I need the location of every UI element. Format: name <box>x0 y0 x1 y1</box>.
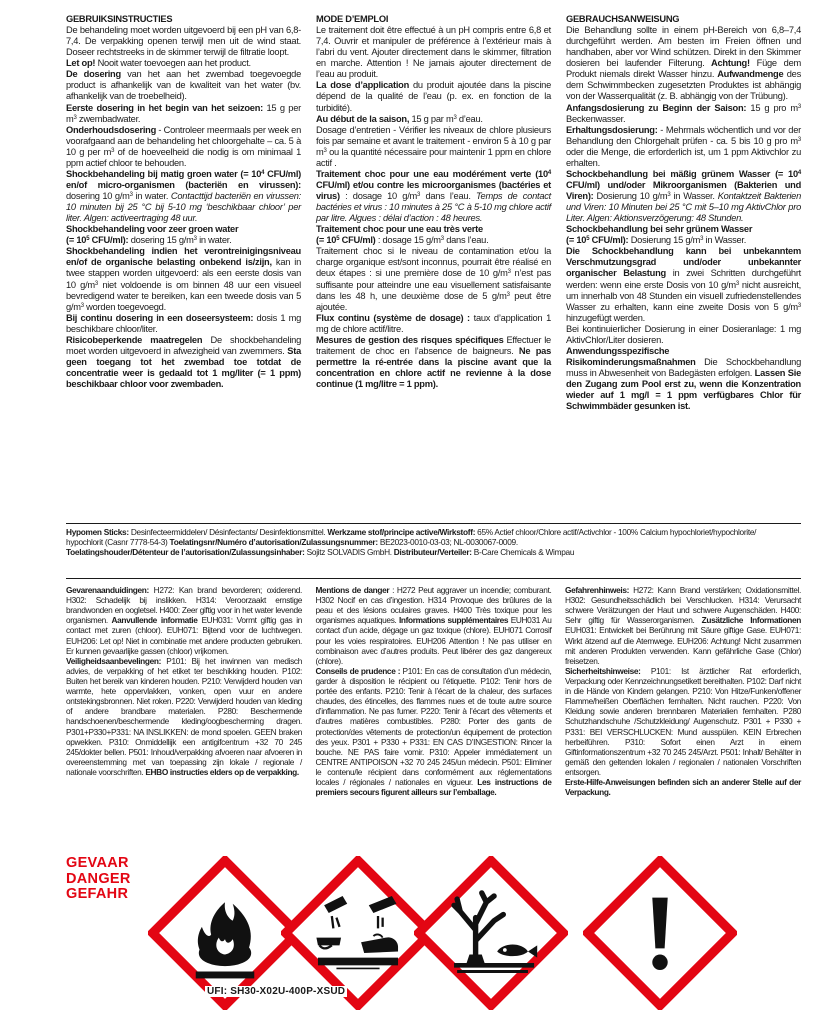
divider-top <box>66 523 801 524</box>
instructions-fr <box>316 14 551 412</box>
signal-word-fr: DANGER <box>66 870 131 887</box>
nl-p7: Shockbehandeling voor zeer groen water (= $10^5$ CFU/ml): dosering 15 $g/m^3$ in water. <box>66 224 239 246</box>
fr-p6: Traitement choc pour une eau très verte (= $10^5$ CFU/ml) : dosage 15 $g/m^3$ dans l’eau. <box>316 224 489 246</box>
hazard-fr: Mentions de danger : H272 Peut aggraver un incendie; comburant. H302 Nocif en cas d’ingestion. H314 Provoque des brûlures de la peau et des lésions oculaires graves. H400 Très toxique pour les organismes aquatiques. Informations supplémentaires EUH031 Au contact d’un acide, dégage un gaz toxique (chlore). EUH071 Corrosif pour les voies respiratoires. EUH206 Attention ! Ne pas utiliser en combinaison avec d’autres produits. Peut libérer des gaz dangereux (chlore). Conseils de prudence : P101: En cas de consultation d’un médecin, garder à disposition le récipient ou l’étiquette. P102: Tenir hors de portée des enfants. P210: Tenir à l’écart de la chaleur, des surfaces chaudes, des étincelles, des flammes nues et de toute autre source d’inflammation. Ne pas fumer. P220: Tenir à l’écart des vêtements et d’autres matières combustibles. P280: Porter des gants de protection/des vêtements de protection/un équipement de protection des yeux. P301 + P330 + P331: EN CAS D’INGESTION: Rincer la bouche. NE PAS faire vomir. P310: Appeler immédiatement un CENTRE ANTIPOISON +32 70 245 245/un médecin. P501: Eliminer le contenu/le récipient dans conformément aux réglementations locales / régionales / nationales en vigueur. Les instructions de premiers secours figurent ailleurs sur l’emballage. <box>315 585 552 798</box>
instructions-columns <box>66 14 801 412</box>
nl-p8: Shockbehandeling indien het verontreinigingsniveau en/of de organische belasting onbekend is/zijn, kan in twee stappen worden uitgevoerd: als een eerste dosis van 10 $g/m^3$ niet voldoende is om binnen 48 uur een visueel bevredigend water te bereiken, kan een tweede dosis van 5 $g/m^3$ worden toegevoegd. <box>66 246 302 312</box>
fr-p1: Le traitement doit être effectué à un pH compris entre 6,8 et 7,4. Ouvrir et manipuler de préférence à l’extérieur mais à l’abri du vent. Ajouter directement dans le skimmer, filtration en marche. Attention ! Ne jamais ajouter directement de l’eau au produit. <box>316 25 551 80</box>
instructions-de <box>566 14 801 412</box>
de-p7: Bei kontinuierlicher Dosierung in einer Dosieranlage: 1 mg AktivChlor/Liter dosieren. <box>566 323 801 345</box>
de-p6: Die Schockbehandlung kann bei unbekanntem Verschmutzungsgrad und/oder unbekannter organischer Belastung in zwei Schritten durchgeführt werden: wenn eine erste Dosis von 10 $g/m^3$ nicht ausreicht, um innerhalb von 48 Stunden ein visuell zufriedenstellendes Wasser zu erhalten, kann eine zweite Dosis von 5 $g/m^3$ hinzugefügt werden. <box>566 246 801 323</box>
nl-p2: Let op! Nooit water toevoegen aan het product. <box>66 58 251 69</box>
de-p4: Schockbehandlung bei mäßig grünem Wasser (= $10^4$ CFU/ml) und/oder Mikroorganismen (Bakterien und Viren): Dosierung 10 $g/m^3$ in Wasser. Kontaktzeit Bakterien und Viren: 10 Minuten bei 25 °C mit 5–10 mg AktivChlor pro Liter. Algen: Aktionsverzögerung: 48 Stunden. <box>566 168 802 224</box>
fr-p7: Traitement choc si le niveau de contamination et/ou la charge organique est/sont inconnus, pourrait être réalisé en deux étapes : si une première dose de 10 $g/m^3$ n’est pas suffisante pour atteindre une eau visuellement satisfaisante dans les 48 h, une deuxième dose de 5 $g/m^3$ peut être ajoutée. <box>316 246 552 312</box>
nl-p6: Shockbehandeling bij matig groen water (= $10^4$ CFU/ml) en/of micro-organismen (bacteriën en virussen): dosering 10 $g/m^3$ in water. Contacttijd bacteriën en virussen: 10 minuten bij 25 °C bij 5-10 mg ‘beschikbaar chloor’ per liter. Algen: activeertraging 48 uur. <box>66 168 301 224</box>
de-p8: Anwendungsspezifische Risikominderungsmaßnahmen Die Schockbehandlung muss in Abwesenheit von Badegästen erfolgen. Lassen Sie den Zugang zum Pool erst zu, wenn die Konzentration wieder auf 1 mg/l = 1 ppm verfügbares Chlor für Schwimmbäder gesunken ist. <box>566 345 801 412</box>
ufi-code: UFI: SH30-X02U-400P-XSUD <box>207 986 346 997</box>
de-p1: Die Behandlung sollte in einem pH-Bereich von 6,8–7,4 durchgeführt werden. Am besten im Freien öffnen und handhaben, aber vor Wind schützen. Direkt in den Skimmer dosieren bei laufender Filterung. Achtung! Füge dem Produkt niemals direkt Wasser hinzu. Aufwandmenge des dem Schwimmbecken zugesetzten Produktes ist abhängig von der Wasserqualität (z. B. abhängig von der Trübung). <box>566 25 802 102</box>
nl-p1: De behandeling moet worden uitgevoerd bij een pH van 6,8-7,4. De verpakking openen terwijl men uit de wind staat. Doseer rechtstreeks in de skimmer terwijl de filtratie loopt. <box>66 25 301 58</box>
divider-bottom <box>66 578 801 579</box>
hazard-nl: Gevarenaanduidingen: H272: Kan brand bevorderen; oxiderend. H302: Schadelijk bij inslikken. H314: Veroorzaakt ernstige brandwonden en oogletsel. H400: Zeer giftig voor in het water levende organismen. Aanvullende informatie EUH031: Vormt giftig gas in contact met zuren (chloor). EUH071: Bijtend voor de luchtwegen. EUH206: Let op! Niet in combinatie met andere producten gebruiken. Er kunnen gevaarlijke gassen (chloor) vrijkomen. Veiligheidsaanbevelingen: P101: Bij het inwinnen van medisch advies, de verpakking of het etiket ter beschikking houden. P102: Buiten het bereik van kinderen houden. P210: Verwijderd houden van warmte, hete oppervlakken, vonken, open vuur en andere ontstekingsbronnen. Niet roken. P220: Verwijderd houden van kleding of andere brandbare materialen. P280: Beschermende handschoenen/beschermende kleding/oogbescherming dragen. P301+P330+P331: NA INSLIKKEN: de mond spoelen. GEEN braken opwekken. P310: Onmiddellijk een antigifcentrum +32 70 245 245/dokter bellen. P501: Inhoud/verpakking afvoeren naar afvoeren in overeenstemming met van toepassing zijn lokale / regionale / nationale voorschriften. EHBO instructies elders op de verpakking. <box>66 585 302 777</box>
de-p5: Schockbehandlung bei sehr grünem Wasser (= $10^5$ CFU/ml): Dosierung 15 $g/m^3$ in Wasser. <box>566 224 753 246</box>
fr-p3: Au début de la saison, 15 g par $m^3$ d’eau. <box>316 113 483 124</box>
nl-p4: Eerste dosering in het begin van het seizoen: 15 g per $m^3$ zwembadwater. <box>66 102 301 124</box>
product-line-3: Toelatingshouder/Détenteur de l’autorisation/Zulassungsinhaber: Sojitz SOLVADIS GmbH. Distributeur/Verteiler: B-Care Chemicals & Wimpau <box>66 546 575 557</box>
fr-p4: Dosage d’entretien - Vérifier les niveaux de chlore plusieurs fois par semaine et avant le traitement - environ 5 à 10 g par $m^3$ ou la quantité nécessaire pour maintenir 1 ppm en chlore actif . <box>316 124 551 168</box>
fr-p8: Flux continu (système de dosage) : taux d’application 1 mg de chlore actif/litre. <box>316 312 551 334</box>
hazard-de: Gefahrenhinweis: H272: Kann Brand verstärken; Oxidationsmittel. H302: Gesundheitsschädlich bei Verschlucken. H314: Verursacht schwere Verätzungen der Haut und schwere Augenschäden. H400: Sehr giftig für Wasserorganismen. Zusätzliche Informationen EUH031: Entwickelt bei Berührung mit Säure giftige Gase. EUH071: Wirkt ätzend auf die Atemwege. EUH206: Achtung! Nicht zusammen mit anderen Produkten verwenden. Kann gefährliche Gase (Chlor) freisetzen. Sicherheitshinweise: P101: Ist ärztlicher Rat erforderlich, Verpackung oder Kennzeichnungsetikett bereithalten. P102: Darf nicht in die Hände von Kindern gelangen. P210: Von Hitze/Funken/offener Flamme/heißen Oberflächen fernhalten. Nicht rauchen. P220: Von Kleidung sowie anderen brennbaren Materialien fernhalten. P280 Schutzhandschuhe /Schutzkleidung/ Augenschutz. P301 + P330 + P331: BEI VERSCHLUCKEN: Mund ausspülen. KEIN Erbrechen herbeiführen. P310: Sofort einen Arzt in einem Giftinformationszentrum +32 70 245 245/Arzt. P501: Inhalt/ Behälter in gemäß den geltenden lokalen / regionalen / nationalen Vorschriften entsorgen. Erste-Hilfe-Anweisungen befinden sich an anderer Stelle auf der Verpackung. <box>565 585 801 798</box>
de-p3: Erhaltungsdosierung: - Mehrmals wöchentlich und vor der Behandlung den Chlorgehalt prüfen - ca. 5 bis 10 g pro $m^3$ oder die Menge, die erforderlich ist, um 1 ppm Aktivchlor zu erhalten. <box>566 124 801 168</box>
signal-word <box>66 856 131 903</box>
fr-p9: Mesures de gestion des risques spécifiques Effectuer le traitement de choc en l’absence de baigneurs. Ne pas permettre la ré-entrée dans la piscine avant que la concentration en chlore actif ne revienne à la dose continue (1 mg/litre = 1 ppm). <box>316 334 551 390</box>
product-info <box>66 528 796 558</box>
product-line-2: hypochlorit (Casnr 7778-54-3) Toelatingsnr/Numéro d’autorisation/Zulassungsnummer: BE2023-0010-03-03; NL-0030067-0009. <box>66 536 518 547</box>
heading-nl: GEBRUIKSINSTRUCTIES <box>66 14 173 24</box>
signal-word-nl: GEVAAR <box>66 855 129 871</box>
product-line-1: Hypomen Sticks: Desinfecteermiddelen/ Désinfectants/ Desinfektionsmittel. Werkzame stof/principe active/Wirkstoff: 65% Actief chloor/Chlore actif/Activchlor - 100% Calcium hypochloriet/hypochlorite/ <box>66 527 757 537</box>
fr-p5: Traitement choc pour une eau modérément verte ($10^4$ CFU/ml) et/ou contre les microorganismes (bactéries et virus) : dosage 10 $g/m^3$ dans l’eau. Temps de contact bactéries et virus : 10 minutes à 25 °C à 5-10 mg chlore actif par litre. Algues : délai d’action : 48 heures. <box>316 168 551 224</box>
de-p2: Anfangsdosierung zu Beginn der Saison: 15 g pro $m^3$ Beckenwasser. <box>566 102 801 124</box>
nl-p10: Risicobeperkende maatregelen De shockbehandeling moet worden uitgevoerd in afwezigheid van zwemmers. Sta geen toegang tot het zwembad toe totdat de concentratie weer is gedaald tot 1 mg/liter (= 1 ppm) beschikbaar chloor voor zwembaden. <box>66 334 301 390</box>
heading-de: GEBRAUCHSANWEISUNG <box>566 14 680 24</box>
heading-fr: MODE D’EMPLOI <box>316 14 389 24</box>
signal-word-de: GEFAHR <box>66 886 129 903</box>
fr-p2: La dose d’application du produit ajoutée dans la piscine dépend de la qualité de l’eau (p. ex. en fonction de la turbidité). <box>316 80 551 113</box>
nl-p5: Onderhoudsdosering - Controleer meermaals per week en voorafgaand aan de behandeling het chloorgehalte – ca. 5 à 10 g per $m^3$ of de hoeveelheid die nodig is om minimaal 1 ppm actief chloor te behouden. <box>66 124 301 168</box>
nl-p9: Bij continu dosering in een doseersysteem: dosis 1 mg beschikbare chloor/liter. <box>66 312 301 334</box>
nl-p3: De dosering van het aan het zwembad toegevoegde product is afhankelijk van de kwaliteit van het water (bv. afhankelijk van de troebelheid). <box>66 69 301 102</box>
hazard-columns <box>66 585 801 797</box>
environment-icon <box>414 856 568 1010</box>
instructions-nl <box>66 14 301 412</box>
exclamation-mark-icon <box>583 856 737 1010</box>
